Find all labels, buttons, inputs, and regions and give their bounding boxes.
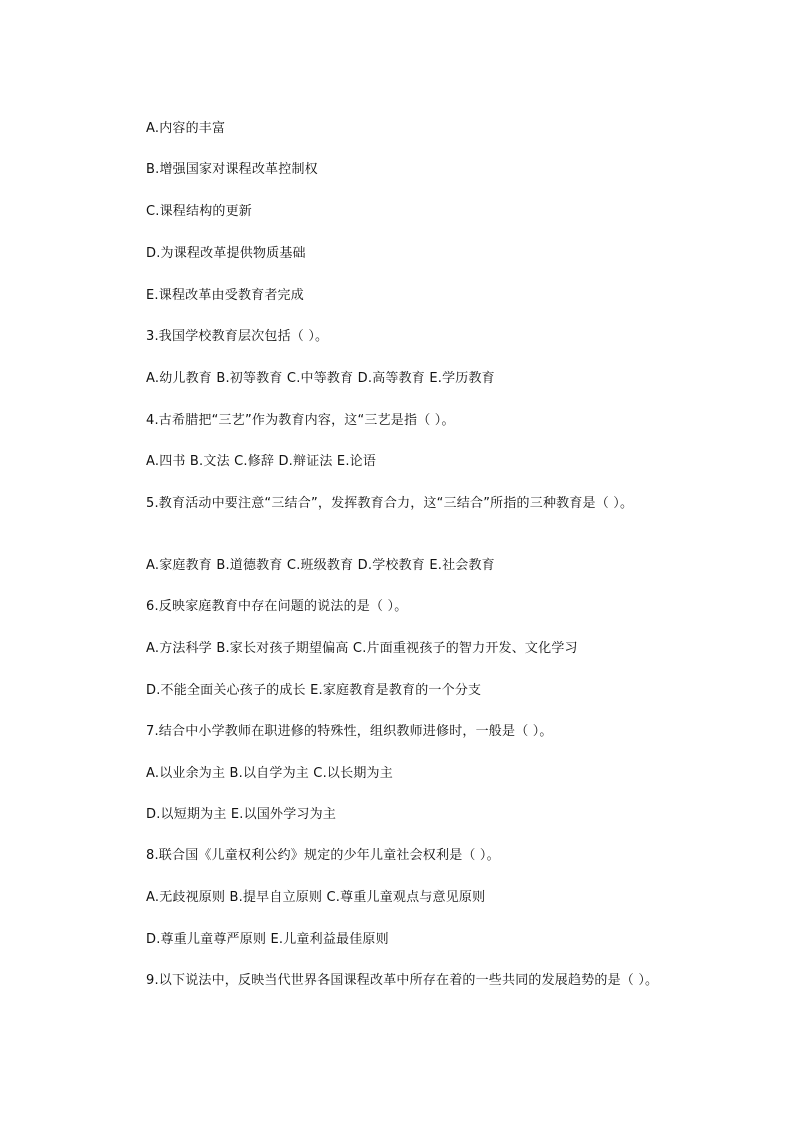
question-line: 3.我国学校教育层次包括（ ）。: [146, 329, 329, 344]
option-line: A.家庭教育 B.道德教育 C.班级教育 D.学校教育 E.社会教育: [146, 558, 495, 573]
question-line: 5.教育活动中要注意“三结合”，发挥教育合力，这“三结合”所指的三种教育是（ ）。: [146, 496, 634, 511]
option-line: A.以业余为主 B.以自学为主 C.以长期为主: [146, 766, 393, 781]
question-line: 7.结合中小学教师在职进修的特殊性，组织教师进修时，一般是（ ）。: [146, 724, 553, 739]
question-line: 9.以下说法中，反映当代世界各国课程改革中所存在着的一些共同的发展趋势的是（ ）。: [146, 973, 659, 988]
question-line: 8.联合国《儿童权利公约》规定的少年儿童社会权利是（ ）。: [146, 848, 500, 863]
option-line: B.增强国家对课程改革控制权: [146, 162, 318, 177]
option-line: A.无歧视原则 B.提早自立原则 C.尊重儿童观点与意见原则: [146, 890, 486, 905]
option-line: A.幼儿教育 B.初等教育 C.中等教育 D.高等教育 E.学历教育: [146, 371, 495, 386]
option-line: D.尊重儿童尊严原则 E.儿童利益最佳原则: [146, 932, 389, 947]
option-line: D.以短期为主 E.以国外学习为主: [146, 807, 337, 822]
option-line: E.课程改革由受教育者完成: [146, 288, 304, 303]
option-line: A.内容的丰富: [146, 121, 226, 136]
option-line: A.方法科学 B.家长对孩子期望偏高 C.片面重视孩子的智力开发、文化学习: [146, 641, 578, 656]
option-line: D.不能全面关心孩子的成长 E.家庭教育是教育的一个分支: [146, 683, 482, 698]
option-line: C.课程结构的更新: [146, 204, 253, 219]
option-line: A.四书 B.文法 C.修辞 D.辩证法 E.论语: [146, 454, 377, 469]
question-line: 4.古希腊把“三艺”作为教育内容，这“三艺是指（ ）。: [146, 413, 455, 428]
question-line: 6.反映家庭教育中存在问题的说法的是（ ）。: [146, 599, 408, 614]
option-line: D.为课程改革提供物质基础: [146, 246, 306, 261]
